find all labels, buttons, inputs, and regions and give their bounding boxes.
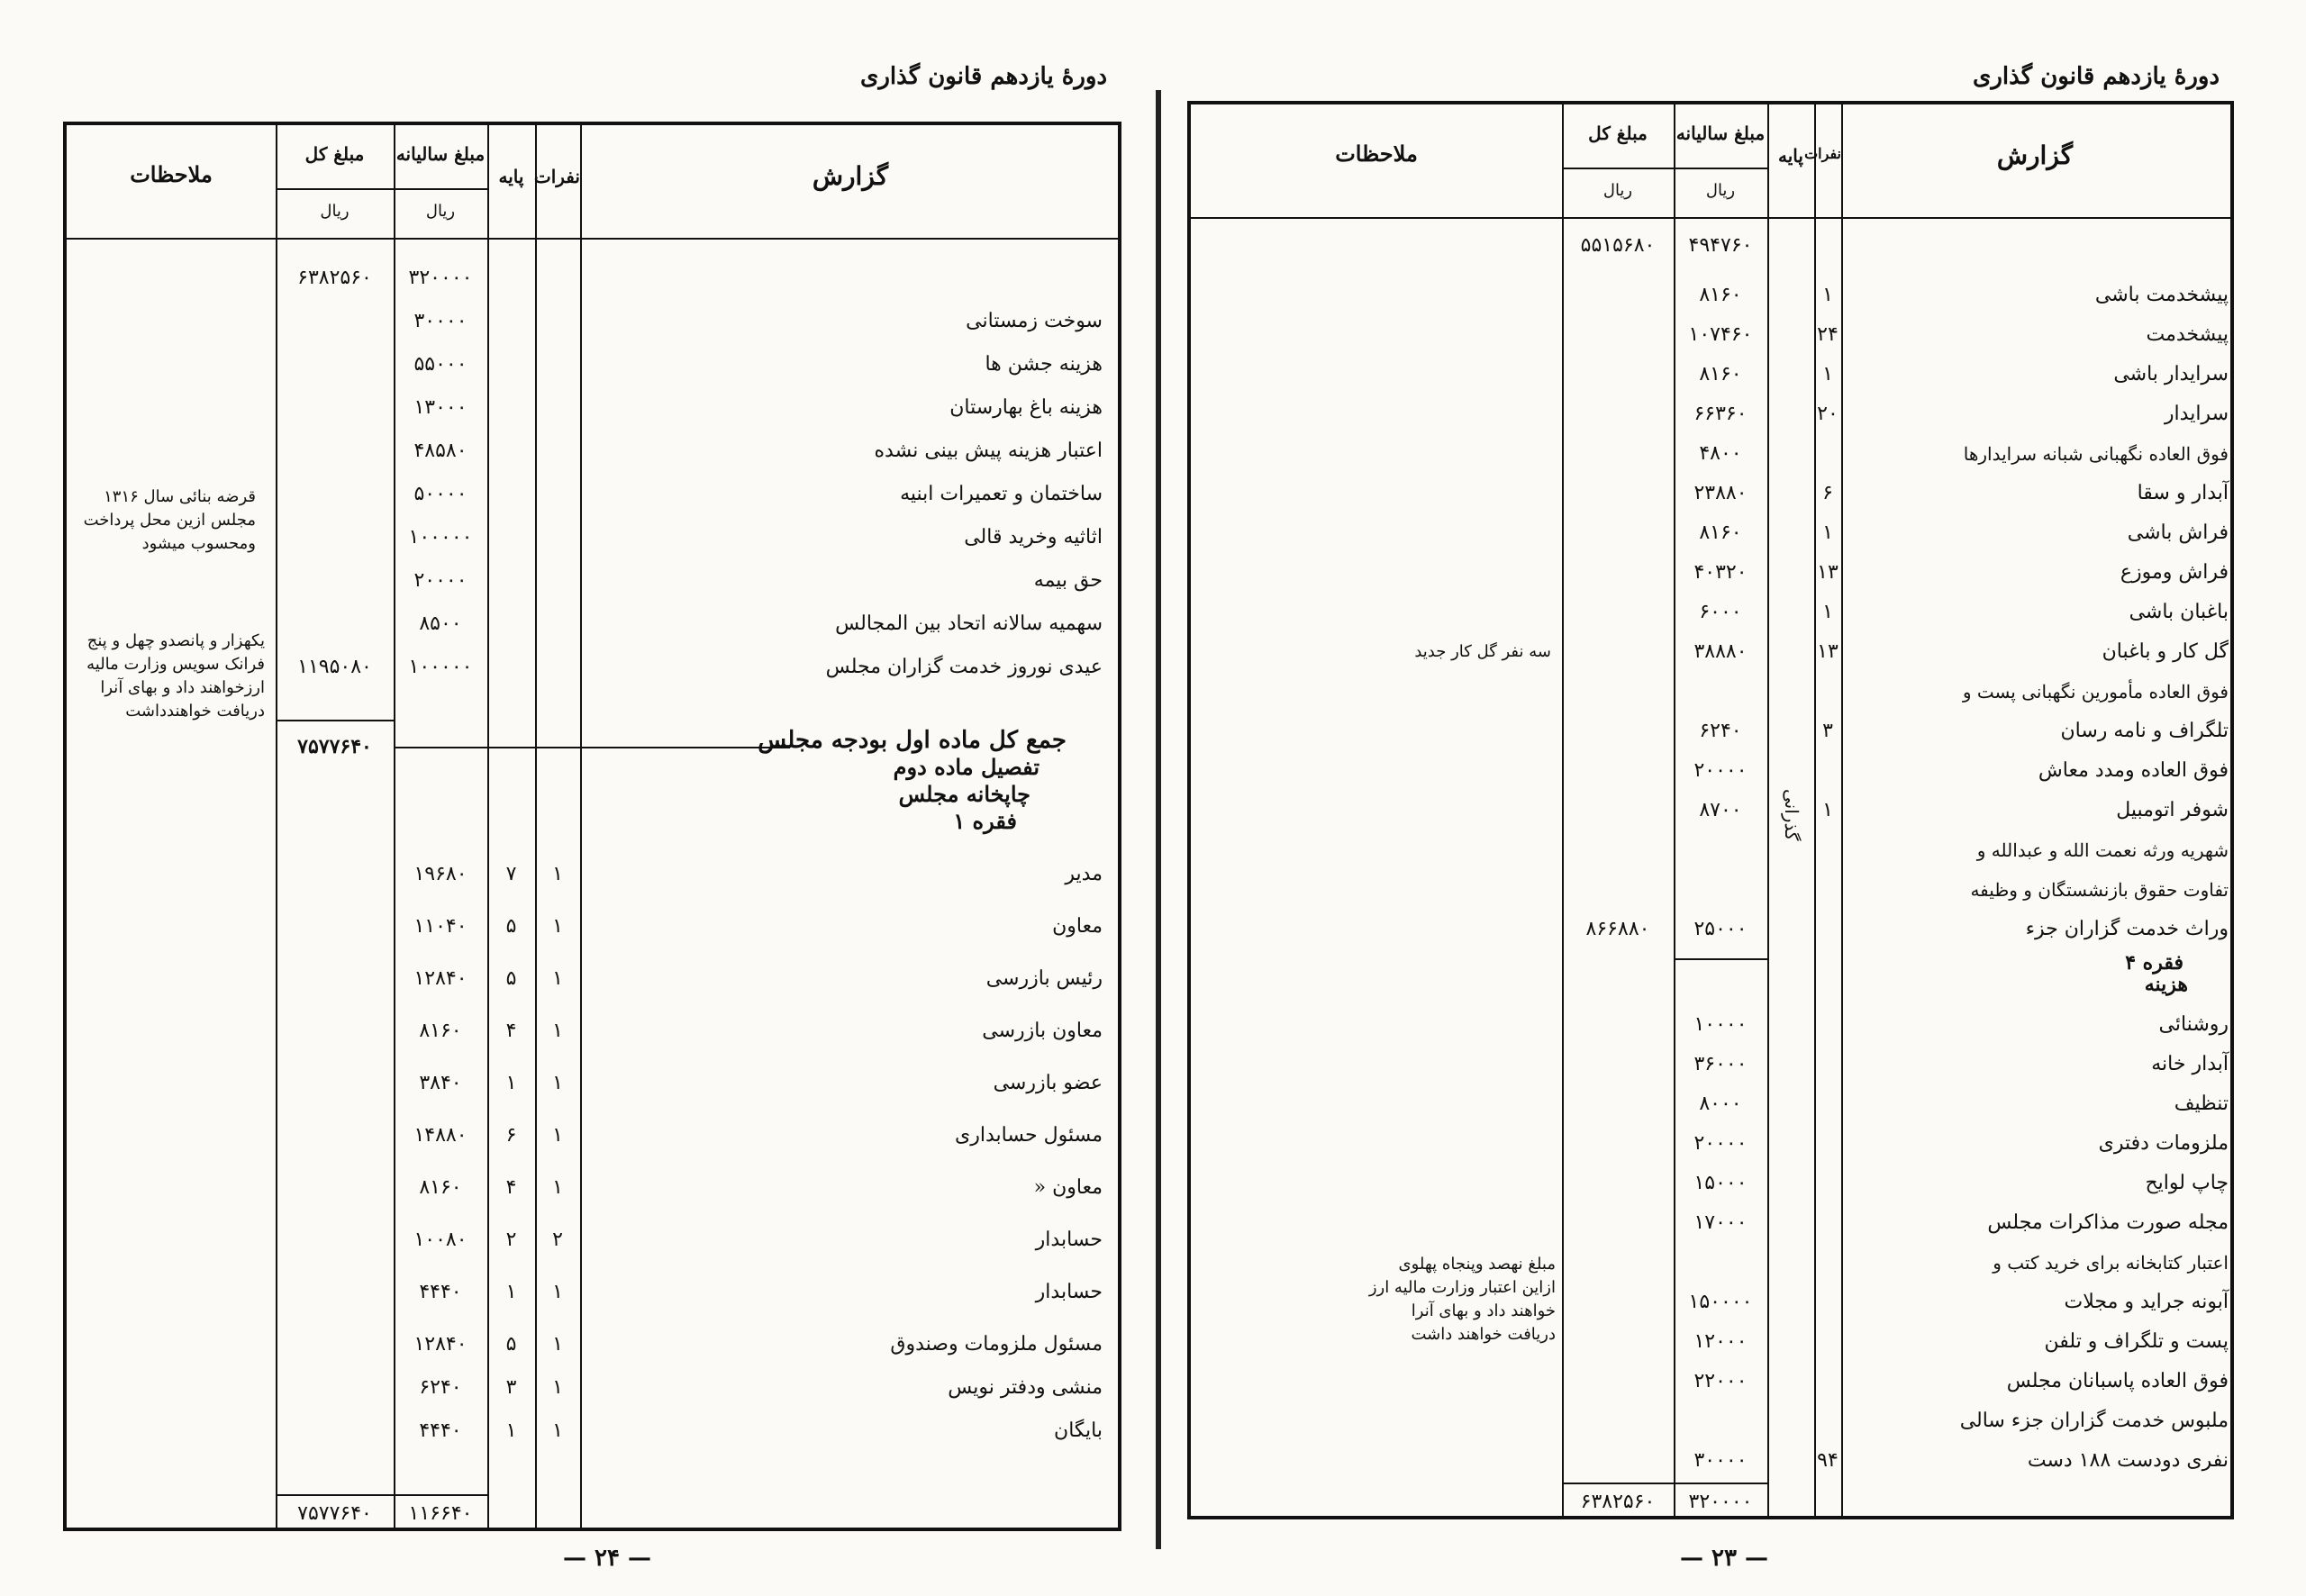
table-row: معاون ۱ ۵ ۱۱۰۴۰ [413, 915, 1103, 938]
rank-header: پایه [1778, 145, 1803, 167]
rank-header: پایه [498, 166, 524, 187]
table-row: فوق العاده مأمورین نگهبانی پست و [1962, 681, 2229, 703]
count-header: نفرات [1804, 145, 1841, 162]
budget-table-left [63, 122, 1121, 1531]
table-row: ساختمان و تعمیرات ابنیه ۵۰۰۰۰ [413, 483, 1103, 505]
table-row: هزینه جشن ها ۵۵۰۰۰ [413, 353, 1103, 376]
table-row: معاون بازرسی ۱ ۴ ۸۱۶۰ [419, 1020, 1103, 1042]
page-gutter [1156, 90, 1161, 1549]
total-header: مبلغ کل [1588, 122, 1648, 144]
table-row: رئیس بازرسی ۱ ۵ ۱۲۸۴۰ [413, 967, 1103, 990]
table-row: آبدار خانه ۳۶۰۰۰ [1693, 1053, 2229, 1075]
table-row: ۷۵۷۷۶۴۰ ۱۱۶۶۴۰ [297, 1502, 473, 1525]
section-heading: تفصیل ماده دوم [893, 754, 1040, 780]
table-row: تفاوت حقوق بازنشستگان و وظیفه [1970, 879, 2229, 901]
table-row: سهمیه سالانه اتحاد بین المجالس ۸۵۰۰ [419, 612, 1103, 635]
table-row: ملبوس خدمت گزاران جزء سالی [1959, 1410, 2229, 1432]
report-header: گزارش [812, 161, 889, 191]
table-row: سوخت زمستانی ۳۰۰۰۰ [413, 310, 1103, 332]
table-row: عیدی نوروز خدمت گزاران مجلس ۱۰۰۰۰۰ ۱۱۹۵۰۸۰ [297, 656, 1103, 678]
table-row: پیشخدمت ۲۴ ۱۰۷۴۶۰ [1688, 323, 2229, 346]
table-row: نفری دودست ۱۸۸ دست ۹۴ ۳۰۰۰۰ [1693, 1449, 2229, 1472]
table-row: چاپ لوایح ۱۵۰۰۰ [1693, 1172, 2229, 1194]
table-row: اعتبار کتابخانه برای خرید کتب و [1993, 1252, 2229, 1274]
table-row: ۶۳۸۲۵۶۰ ۳۲۰۰۰۰ [297, 267, 473, 289]
annual-header: مبلغ سالیانه [395, 143, 486, 165]
table-row: گل کار و باغبان ۱۳ ۳۸۸۸۰ سه نفر گل کار جدید [1191, 632, 2230, 672]
section-heading: هزینه [2144, 973, 2188, 996]
page-number: — ۲۴ — [563, 1545, 652, 1572]
page-number: — ۲۳ — [1680, 1545, 1769, 1572]
table-row: باغبان باشی ۱ ۶۰۰۰ [1699, 601, 2229, 623]
table-row: تلگراف و نامه رسان ۳ ۶۲۴۰ [1699, 720, 2229, 742]
table-row: تنظیف ۸۰۰۰ [1699, 1093, 2229, 1115]
count-header: نفرات [533, 166, 580, 187]
page-title: دورهٔ یازدهم قانون گذاری [860, 63, 1108, 90]
table-row: شهریه ورثه نعمت الله و عبدالله و [1976, 839, 2229, 861]
remarks-header: ملاحظات [1335, 141, 1418, 167]
table-row: سرایدار باشی ۱ ۸۱۶۰ [1699, 363, 2229, 385]
section-heading: فقره ۴ [2125, 951, 2183, 975]
rial-label: ریال [1705, 181, 1736, 200]
table-row: بایگان ۱ ۱ ۴۴۴۰ [419, 1419, 1103, 1442]
table-row: ملزومات دفتری ۲۰۰۰۰ [1693, 1132, 2229, 1155]
table-row: هزینه باغ بهارستان ۱۳۰۰۰ [413, 396, 1103, 419]
table-row: اثاثیه وخرید قالی ۱۰۰۰۰۰ [408, 526, 1103, 549]
table-row: پیشخدمت باشی ۱ ۸۱۶۰ [1699, 284, 2229, 306]
remark-note: مبلغ نهصد وپنجاه پهلوی ازاین اعتبار وزارت مالیه ارز خواهند داد و بهای آنرا دریافت خواهند داشت [1368, 1255, 1556, 1344]
rial-label: ریال [1602, 181, 1633, 200]
table-row: ۵۵۱۵۶۸۰ ۴۹۴۷۶۰ [1580, 234, 1753, 257]
table-row: شوفر اتومبیل ۱ ۸۷۰۰ [1699, 799, 2229, 821]
table-row: حسابدار ۱ ۱ ۴۴۴۰ [419, 1281, 1103, 1303]
total-header: مبلغ کل [304, 143, 365, 165]
remark-note: سه نفر گل کار جدید [1414, 642, 1551, 661]
table-row: آبدار و سقا ۶ ۲۳۸۸۰ [1693, 482, 2229, 504]
report-header: گزارش [1996, 141, 2074, 170]
table-row: فوق العاده ومدد معاش ۲۰۰۰۰ [1693, 759, 2229, 782]
table-row: روشنائی ۱۰۰۰۰ [1693, 1013, 2229, 1036]
page-title: دورهٔ یازدهم قانون گذاری [1973, 63, 2220, 90]
section-heading: جمع کل ماده اول بودجه مجلس [758, 727, 1067, 754]
table-row: آبونه جراید و مجلات ۱۵۰۰۰۰ [1688, 1291, 2229, 1313]
table-row: منشی ودفتر نویس ۱ ۳ ۶۲۴۰ [419, 1376, 1103, 1399]
rial-label: ریال [425, 202, 456, 221]
section-heading: فقره ۱ [953, 808, 1017, 834]
table-row: مجله صورت مذاکرات مجلس ۱۷۰۰۰ [1693, 1211, 2229, 1234]
right-page [1162, 0, 2306, 1596]
table-row: سرایدار ۲۰ ۶۶۳۶۰ [1693, 403, 2229, 425]
table-row: حسابدار ۲ ۲ ۱۰۰۸۰ [413, 1229, 1103, 1251]
table-row: فراش وموزع ۱۳ ۴۰۳۲۰ [1693, 561, 2229, 584]
table-row: حق بیمه ۲۰۰۰۰ [413, 569, 1103, 592]
table-row: فراش باشی ۱ ۸۱۶۰ [1699, 521, 2229, 544]
annual-header: مبلغ سالیانه [1675, 122, 1766, 144]
remarks-header: ملاحظات [130, 161, 213, 187]
budget-table-right [1187, 101, 2234, 1519]
remark-note: قرضه بنائی سال ۱۳۱۶ مجلس ازین محل پرداخت ومحسوب میشود [83, 487, 256, 553]
table-row: فوق العاده نگهبانی شبانه سرایدارها ۴۸۰۰ [1699, 442, 2229, 465]
table-row: معاون « ۱ ۴ ۸۱۶۰ [419, 1176, 1103, 1199]
section-heading: چاپخانه مجلس [898, 781, 1030, 807]
table-row: پست و تلگراف و تلفن ۱۲۰۰۰ [1693, 1330, 2229, 1353]
rial-label: ریال [320, 202, 350, 221]
rank-vertical-label: گذرانی [1781, 789, 1802, 841]
remark-note: یکهزار و پانصدو چهل و پنج فرانک سویس وزارت مالیه ارزخواهند داد و بهای آنرا دریافت خواهندداشت [86, 631, 265, 721]
table-row: ۷۵۷۷۶۴۰ [297, 735, 372, 758]
table-row: وراث خدمت گزاران جزء ۲۵۰۰۰ ۸۶۶۸۸۰ [1585, 918, 2229, 940]
table-row: اعتبار هزینه پیش بینی نشده ۴۸۵۸۰ [413, 440, 1103, 462]
table-row: مسئول ملزومات وصندوق ۱ ۵ ۱۲۸۴۰ [413, 1333, 1103, 1356]
table-row: فوق العاده پاسبانان مجلس ۲۲۰۰۰ [1693, 1370, 2229, 1392]
table-row: عضو بازرسی ۱ ۱ ۳۸۴۰ [419, 1072, 1103, 1094]
table-row: مدیر ۱ ۷ ۱۹۶۸۰ [413, 863, 1103, 885]
table-row: مسئول حسابداری ۱ ۶ ۱۴۸۸۰ [413, 1124, 1103, 1147]
table-row: ۶۳۸۲۵۶۰ ۳۲۰۰۰۰ [1580, 1491, 1753, 1513]
